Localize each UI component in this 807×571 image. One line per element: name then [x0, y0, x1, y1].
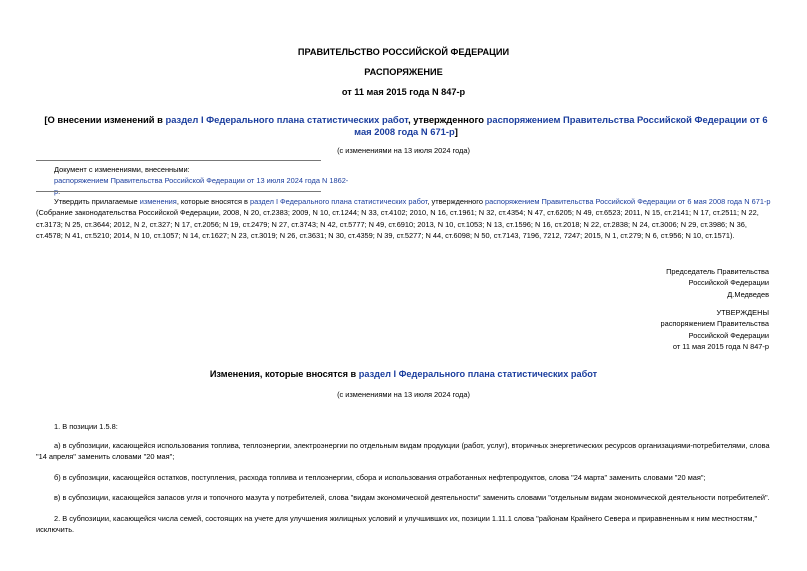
main-link-order[interactable]: распоряжением Правительства Российской Федерации от 6 мая 2008 года N 671-р: [484, 197, 771, 206]
section-title-link[interactable]: раздел I Федерального плана статистических работ: [358, 369, 598, 379]
approval-line-3: Российской Федерации: [688, 330, 769, 340]
approval-line-2: распоряжением Правительства: [660, 319, 769, 329]
title-link-order[interactable]: распоряжением Правительства Российской Федерации от 6 мая 2008 года N 671-р: [354, 114, 768, 138]
main-link-section[interactable]: раздел I Федерального плана статистических работ: [250, 197, 428, 206]
title-link-section[interactable]: раздел I Федерального плана статистических работ: [165, 114, 409, 125]
document-title: [36, 114, 776, 139]
changes-divider-bottom: [36, 191, 321, 192]
changes-divider-top: [36, 160, 321, 161]
title-mid: , утвержденного: [408, 114, 487, 125]
approval-block: [660, 307, 769, 353]
edition-note: (с изменениями на 13 июля 2024 года): [337, 146, 470, 155]
title-suffix: ]: [454, 126, 458, 138]
government-heading: ПРАВИТЕЛЬСТВО РОССИЙСКОЙ ФЕДЕРАЦИИ: [297, 47, 510, 57]
section-title-prefix: Изменения, которые вносятся в: [209, 369, 359, 379]
item-1: 1. В позиции 1.5.8:: [54, 422, 118, 431]
main-link-changes[interactable]: изменения: [139, 197, 177, 206]
approval-title: УТВЕРЖДЕНЫ: [716, 308, 769, 317]
changes-suffix: .: [58, 187, 61, 197]
item-1-b: б) в субпозиции, касающейся остатков, поступления, расхода топлива и теплоэнергии, сбора и использования отработанных нефтепродуктов, слова "24 марта" заменить словами "20 мая";: [54, 473, 706, 482]
title-prefix: [О внесении изменений в: [44, 114, 166, 125]
changes-link[interactable]: распоряжением Правительства Российской Федерации от 13 июля 2024 года N 1862-р: [54, 176, 349, 197]
item-2: 2. В субпозиции, касающейся числа семей, состоящих на учете для улучшения жилищных условий и улучшивших их, позиции 1.11.1 слова "районам Крайнего Севера и приравненным к ним местностям," исключить.: [36, 514, 758, 535]
signature-block: [666, 266, 769, 300]
section-title: [0, 368, 807, 381]
changes-label: Документ с изменениями, внесенными:: [54, 165, 190, 174]
signature-country: Российской Федерации: [688, 278, 769, 288]
signature-name: Д.Медведев: [727, 289, 769, 299]
item-1-a: а) в субпозиции, касающейся использования топлива, теплоэнергии, электроэнергии по отдельным видам продукции (работ, услуг), вторичных энергетических ресурсов организациями-потребителями, слова "14 апреля" заменить словами "20 мая";: [36, 441, 770, 462]
document-type-heading: РАСПОРЯЖЕНИЕ: [364, 67, 443, 77]
main-text-2: , которые вносятся в: [176, 197, 251, 206]
approval-date: от 11 мая 2015 года N 847-р: [672, 342, 769, 352]
document-date-heading: от 11 мая 2015 года N 847-р: [341, 87, 466, 97]
item-1-c: в) в субпозиции, касающейся запасов угля и топочного мазута у потребителей, слова "видам экономической деятельности" заменить словами "отдельным видам экономической деятельности потребителей".: [54, 493, 770, 502]
main-paragraph: [36, 196, 774, 242]
signature-position: Председатель Правительства: [666, 267, 769, 276]
main-text-3: , утвержденного: [427, 197, 485, 206]
changes-box: [54, 164, 354, 197]
section-edition-note: (с изменениями на 13 июля 2024 года): [337, 390, 470, 399]
main-text-1: Утвердить прилагаемые: [54, 197, 140, 206]
main-text-4: (Собрание законодательства Российской Федерации, 2008, N 20, ст.2383; 2009, N 10, ст.1244; N 33, ст.4102; 2010, N 16, ст.1961; N 32, ст.4354; N 47, ст.6205; N 49, ст.6523; 2011, N 15, ст.2141; N 17, ст.2511; N 22, ст.3173; N 25, ст.3644; 2012, N 2, ст.327; N 17, ст.2056; N 19, ст.2479; N 27, ст.3743; N 42, ст.5777; N 49, ст.6910; 2013, N 10, ст.1053; N 13, ст.1596; N 16, ст.2018; N 22, ст.2838; N 24, ст.3006; N 29, ст.3986; N 36, ст.4578; N 41, ст.5210; 2014, N 10, ст.1057; N 14, ст.1627; N 23, ст.3019; N 26, ст.3631; N 30, ст.4359; N 39, ст.5277; N 44, ст.6098; N 50, ст.7143, 7196, 7212, 7247; 2015, N 1, ст.279; N 6, ст.956; N 10, ст.1571).: [36, 208, 759, 241]
